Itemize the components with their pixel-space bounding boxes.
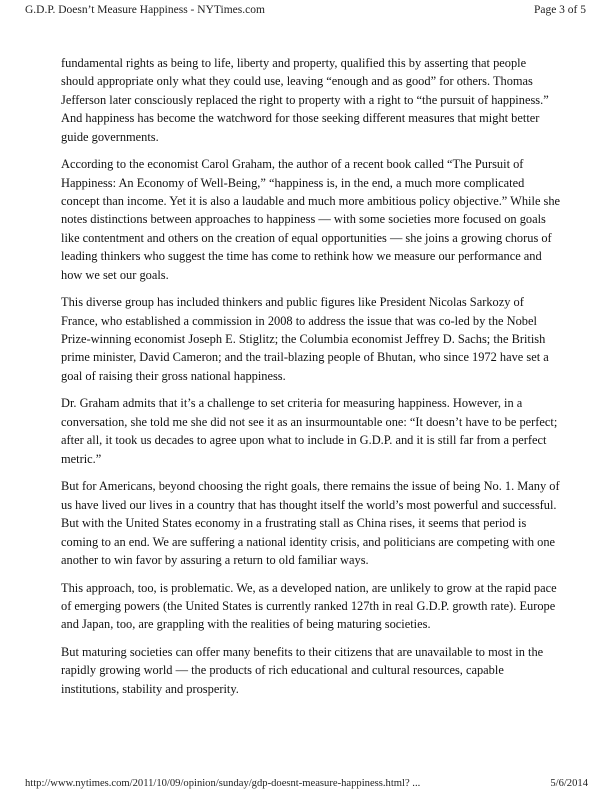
article-paragraph: But for Americans, beyond choosing the right goals, there remains the issue of being No. 1. Many of us have lived our lives in a country that has thought itself the world’s most powerful and successful. But with the United States economy in a frustrating stall as China rises, it seems that period is coming to an end. We are suffering a national identity crisis, and politicians are competing with one another to win favor by assuring a return to old familiar ways. [61, 479, 560, 567]
article-paragraph: According to the economist Carol Graham, the author of a recent book called “The Pursuit of Happiness: An Economy of Well-Being,” “happiness is, in the end, a much more complicated concept than income. Yet it is also a laudable and much more ambitious policy objective.” While she notes distinctions between approaches to happiness — with some societies more focused on goals like contentment and others on the creation of equal opportunities — she joins a growing chorus of leading thinkers who suggest the time has come to rethink how we measure our performance and how we set our goals. [61, 157, 561, 282]
article-paragraph: But maturing societies can offer many benefits to their citizens that are unavailable to most in the rapidly growing world — the products of rich educational and cultural resources, capable institutions, stability and prosperity. [61, 644, 544, 696]
source-url: http://www.nytimes.com/2011/10/09/opinion/sunday/gdp-doesnt-measure-happiness.html? ... [25, 778, 421, 789]
article-paragraph: This diverse group has included thinkers and public figures like President Nicolas Sarkozy of France, who established a commission in 2008 to address the issue that was co-led by the Nobel Prize-winning economist Joseph E. Stiglitz; the Columbia economist Jeffrey D. Sachs; the British prime minister, David Cameron; and the trail-blazing people of Bhutan, who since 1972 have set a goal of raising their gross national happiness. [61, 295, 549, 383]
print-date: 5/6/2014 [550, 778, 588, 789]
article-paragraph: fundamental rights as being to life, liberty and property, qualified this by asserting that people should appropriate only what they could use, leaving “enough and as good” for others. Thomas Jefferson later consciously replaced the right to property with a right to “the pursuit of happiness.” And happiness has become the watchword for those seeking different measures that might better guide governments. [61, 56, 549, 144]
page-number: Page 3 of 5 [533, 4, 586, 16]
article-body [61, 54, 561, 707]
print-header [0, 2, 612, 18]
page-title: G.D.P. Doesn’t Measure Happiness - NYTimes.com [25, 4, 265, 16]
article-paragraph: Dr. Graham admits that it’s a challenge to set criteria for measuring happiness. However, in a conversation, she told me she did not see it as an insurmountable one: “It doesn’t have to be perfect; after all, it took us decades to agree upon what to include in G.D.P. and it is still far from a perfect metric.” [61, 396, 558, 466]
print-footer [0, 777, 612, 792]
article-paragraph: This approach, too, is problematic. We, as a developed nation, are unlikely to grow at the rapid pace of emerging powers (the United States is currently ranked 127th in real G.D.P. growth rate). Europe and Japan, too, are grappling with the realities of being maturing societies. [61, 580, 557, 632]
